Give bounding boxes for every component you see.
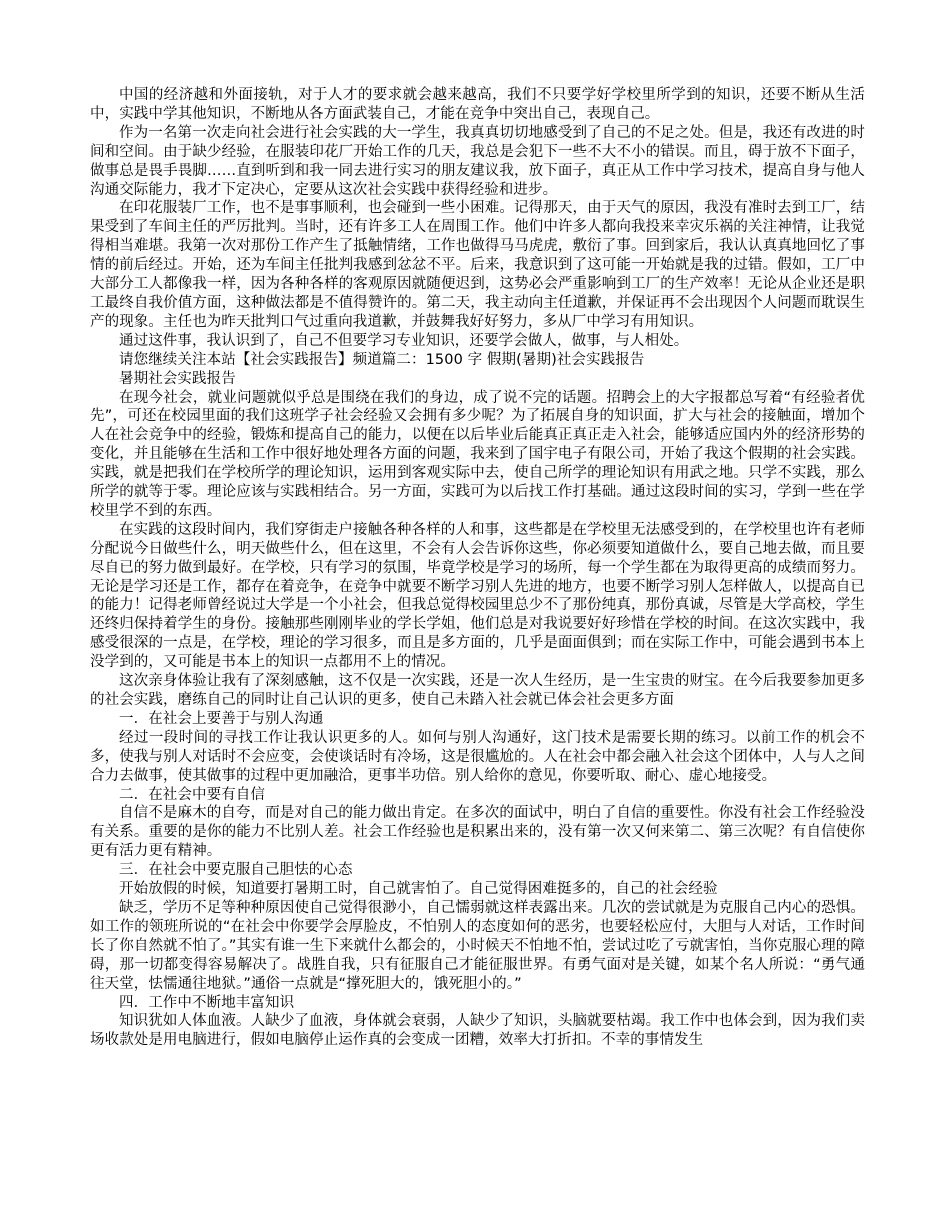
- paragraph-campus-vs-work: 在实践的这段时间内，我们穿街走户接触各种各样的人和事，这些都是在学校里无法感受到的，在学校里也许有老师分配说今日做些什么，明天做些什么，但在这里，不会有人会告诉你这些，你必须要知道做什么，要自己地去做，而且要尽自已的努力做到最好。在学校，只有学习的氛围，毕竟学校是学习的场所，每一个学生都在为取得更高的成绩而努力。无论是学习还是工作，都存在着竞争，在竞争中就要不断学习别人先进的地方，也要不断学习别人怎样做人，以提高自已的能力！记得老师曾经说过大学是一个小社会，但我总觉得校园里总少不了那份纯真，那份真诚，尽管是大学高校，学生还终归保持着学生的身份。接触那些刚刚毕业的学长学姐，他们总是对我说要好好珍惜在学校的时间。在这次实践中，我感受很深的一点是，在学校，理论的学习很多，而且是多方面的，几乎是面面俱到；而在实际工作中，可能会遇到书本上没学到的，又可能是书本上的知识一点都用不上的情况。: [90, 521, 865, 671]
- heading-communication: 一．在社会上要善于与别人沟通: [119, 710, 324, 727]
- heading-confidence: 二．在社会中要有自信: [119, 786, 265, 803]
- paragraph-economy: 中国的经济越和外面接轨，对于人才的要求就会越来越高，我们不只要学好学校里所学到的知识，还要不断从生活中，实践中学其他知识，不断地从各方面武装自己，才能在竞争中突出自己，表现自己。: [90, 87, 865, 122]
- heading-knowledge: 四．工作中不断地丰富知识: [119, 994, 295, 1011]
- paragraph-confidence: 自信不是麻木的自夸，而是对自己的能力做出肯定。在多次的面试中，明白了自信的重要性。你没有社会工作经验没有关系。重要的是你的能力不比别人差。社会工作经验也是积累出来的，没有第一次又何来第二、第三次呢？有自信使你更有活力更有精神。: [90, 805, 865, 860]
- paragraph-first-practice: 作为一名第一次走向社会进行社会实践的大一学生，我真真切切地感受到了自己的不足之处。但是，我还有改进的时间和空间。由于缺少经验，在服装印花厂开始工作的几天，我总是会犯下一些不大不小的错误。而且，碍于放不下面子，做事总是畏手畏脚……直到听到和我一同去进行实习的朋友建议我，放下面子，真正从工作中学习技术，提高自身与他人沟通交际能力，我才下定决心，定要从这次社会实践中获得经验和进步。: [90, 124, 865, 198]
- paragraph-reflection: 这次亲身体验让我有了深刻感触，这不仅是一次实践，还是一次人生经历，是一生宝贵的财宝。在今后我要参加更多的社会实践，磨练自己的同时让自己认识的更多，使自己未踏入社会就已体会社会更多方面: [90, 673, 865, 708]
- paragraph-lesson: 通过这件事，我认识到了，自己不但要学习专业知识，还要学会做人，做事，与人相处。: [119, 332, 689, 349]
- document-body: [90, 86, 865, 1050]
- channel-notice: 请您继续关注本站【社会实践报告】频道篇二：1500 字 假期(暑期)社会实践报告: [119, 351, 645, 368]
- paragraph-late-incident: 在印花服装厂工作，也不是事事顺利，也会碰到一些小困难。记得那天，由于天气的原因，我没有准时去到工厂，结果受到了车间主任的严厉批判。当时，还有许多工人在周围工作。他们中许多人都向我投来幸灾乐祸的关注神情，让我觉得相当难堪。我第一次对那份工作产生了抵触情绪，工作也做得马马虎虎，敷衍了事。回到家后，我认认真真地回忆了事情的前后经过。开始，还为车间主任批判我感到忿忿不平。后来，我意识到了这可能一开始就是我的过错。假如，工厂中大部分工人都像我一样，因为各种各样的客观原因就随便迟到，这势必会严重影响到工厂的生产效率！无论从企业还是职工最终自我价值方面，这种做法都是不值得赞许的。第二天，我主动向主任道歉，并保证再不会出现因个人问题而耽误生产的现象。主任也为昨天批判口气过重向我道歉，并鼓舞我好好努力，多从厂中学习有用知识。: [90, 200, 865, 330]
- paragraph-employment: 在现今社会，就业问题就似乎总是围绕在我们的身边，成了说不完的话题。招聘会上的大字报都总写着“有经验者优先”，可还在校园里面的我们这班学子社会经验又会拥有多少呢？为了拓展自身的知识面，扩大与社会的接触面，增加个人在社会竞争中的经验，锻炼和提高自己的能力，以便在以后毕业后能真正真正走入社会，能够适应国内外的经济形势的变化，并且能够在生活和工作中很好地处理各方面的问题，我来到了国宇电子有限公司，开始了我这个假期的社会实践。实践，就是把我们在学校所学的理论知识，运用到客观实际中去，使自己所学的理论知识有用武之地。只学不实践，那么所学的就等于零。理论应该与实践相结合。另一方面，实践可为以后找工作打基础。通过这段时间的实习，学到一些在学校里学不到的东西。: [90, 389, 865, 519]
- paragraph-courage: 缺乏，学历不足等种种原因使自己觉得很渺小，自己懦弱就这样表露出来。几次的尝试就是为克服自己内心的恐惧。如工作的领班所说的“在社会中你要学会厚脸皮，不怕别人的态度如何的恶劣，也要轻松应付，大胆与人对话，工作时间长了你自然就不怕了。”其实有谁一生下来就什么都会的，小时候天不怕地不怕，尝试过吃了亏就害怕，当你克服心理的障碍，那一切都变得容易解决了。战胜自我，只有征服自己才能征服世界。有勇气面对是关键，如某个名人所说：“勇气通往天堂，怯懦通往地狱。”通俗一点就是“撑死胆大的，饿死胆小的。”: [90, 899, 865, 992]
- section-title-summer-report: 暑期社会实践报告: [119, 370, 236, 387]
- paragraph-communication: 经过一段时间的寻找工作让我认识更多的人。如何与别人沟通好，这门技术是需要长期的练习。以前工作的机会不多，使我与别人对话时不会应变，会使谈话时有冷场，这是很尴尬的。人在社会中都会融入社会这个团体中，人与人之间合力去做事，使其做事的过程中更加融洽，更事半功倍。别人给你的意见，你要听取、耐心、虚心地接受。: [90, 729, 865, 784]
- paragraph-knowledge: 知识犹如人体血液。人缺少了血液，身体就会衰弱，人缺少了知识，头脑就要枯竭。我工作中也体会到，因为我们卖场收款处是用电脑进行，假如电脑停止运作真的会变成一团糟，效率大打折扣。不幸的事情发生: [90, 1013, 865, 1049]
- heading-courage: 三．在社会中要克服自己胆怯的心态: [119, 862, 353, 879]
- paragraph-courage-start: 开始放假的时候，知道要打暑期工时，自己就害怕了。自己觉得困难挺多的，自己的社会经验: [119, 881, 718, 898]
